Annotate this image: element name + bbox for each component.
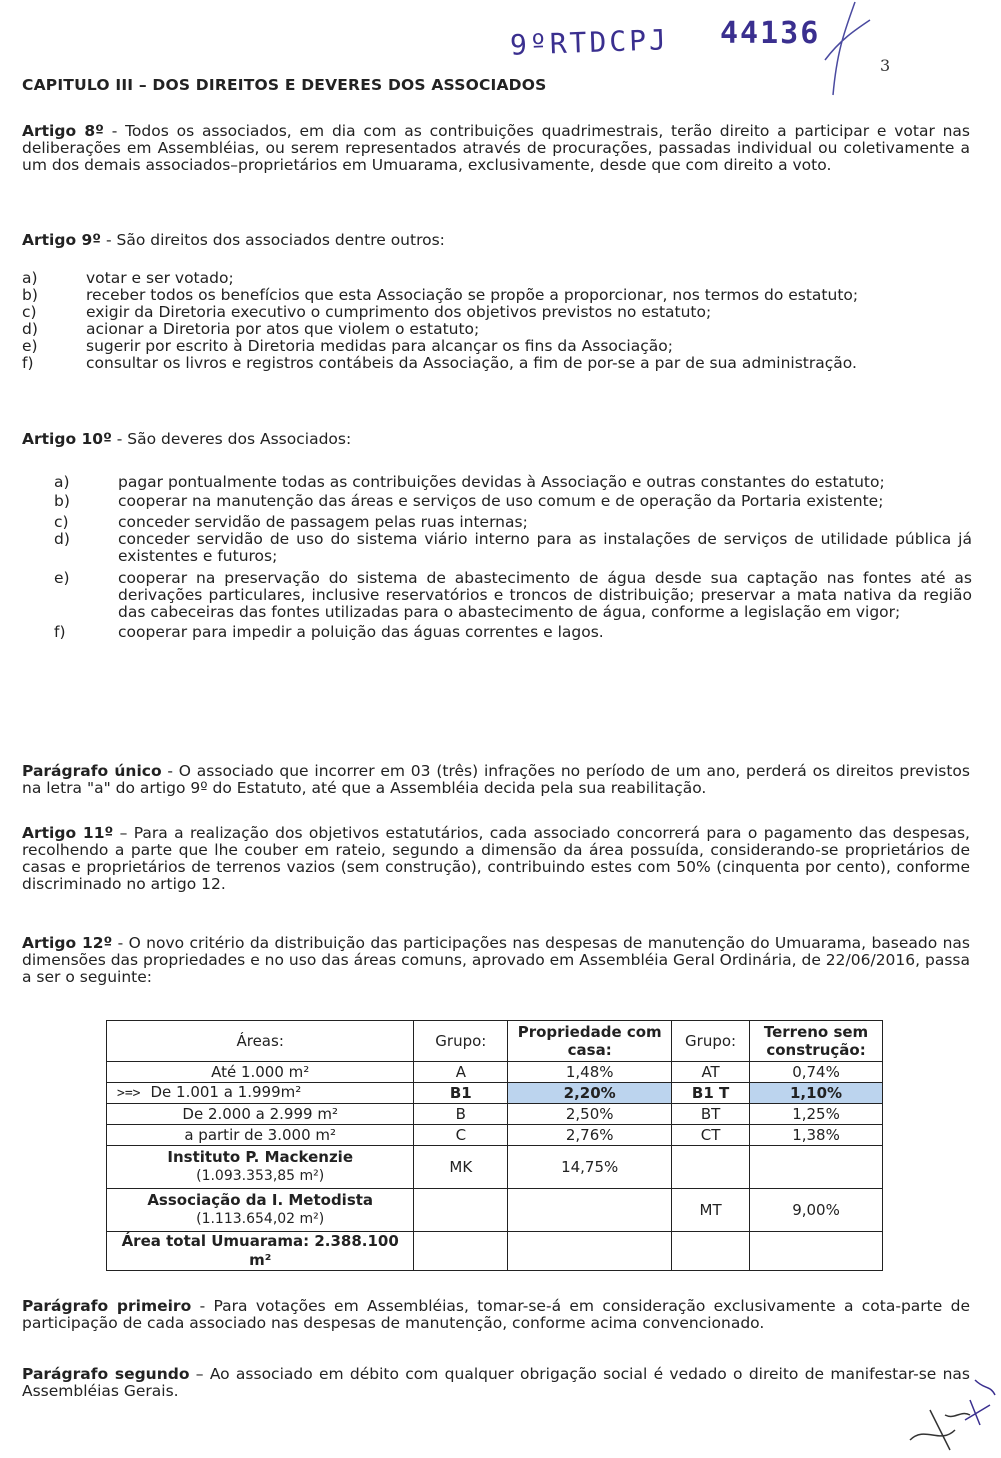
article-8-text: - Todos os associados, em dia com as contribuições quadrimestrais, terão direito a participar e votar nas deliberações em Assembléias, ou serem representados através de procurações, passadas individual ou coletivamente a um dos demais associados–proprietários em Umuarama, exclusivamente, desde que com direito a voto. xyxy=(22,122,971,174)
list-letter: d) xyxy=(22,320,38,338)
list-item xyxy=(22,287,972,304)
table-row xyxy=(107,1104,883,1125)
cell-terreno xyxy=(750,1146,883,1189)
article-8-label: Artigo 8º xyxy=(22,122,104,140)
table-row xyxy=(107,1083,883,1104)
article-9 xyxy=(22,232,970,249)
list-text: consultar os livros e registros contábeis da Associação, a fim de por-se a par de sua administração. xyxy=(86,354,857,372)
cell-casa: 2,76% xyxy=(508,1125,672,1146)
paragrafo-primeiro-label: Parágrafo primeiro xyxy=(22,1297,192,1315)
cell-grupo xyxy=(414,1189,508,1232)
cell-empty xyxy=(508,1232,672,1271)
list-text: sugerir por escrito à Diretoria medidas para alcançar os fins da Associação; xyxy=(86,337,673,355)
cell-terreno: 1,38% xyxy=(750,1125,883,1146)
list-text: conceder servidão de uso do sistema viário interno para as instalações de serviços de utilidade pública já existentes e futuros; xyxy=(118,530,972,565)
list-text: cooperar na manutenção das áreas e serviços de uso comum e de operação da Portaria existente; xyxy=(118,492,884,510)
list-letter: b) xyxy=(54,492,70,510)
article-9-label: Artigo 9º xyxy=(22,231,102,249)
cell-metodista xyxy=(107,1189,414,1232)
table-header-row xyxy=(107,1021,883,1062)
cell-area: De 2.000 a 2.999 m² xyxy=(107,1104,414,1125)
header-areas: Áreas: xyxy=(107,1021,414,1062)
cell-grupo-terreno: AT xyxy=(672,1062,750,1083)
cell-grupo-terreno: B1 T xyxy=(672,1083,750,1104)
table-row xyxy=(107,1125,883,1146)
list-item xyxy=(22,474,972,491)
cell-empty xyxy=(414,1232,508,1271)
paragrafo-segundo xyxy=(22,1366,970,1400)
table-total-row xyxy=(107,1232,883,1271)
article-8 xyxy=(22,123,970,174)
mackenzie-name: Instituto P. Mackenzie xyxy=(167,1148,353,1166)
table-row xyxy=(107,1189,883,1232)
list-item xyxy=(22,570,972,621)
page-number: 3 xyxy=(880,56,891,75)
list-item xyxy=(22,338,972,355)
list-item xyxy=(22,355,972,372)
chapter-title: CAPITULO III – DOS DIREITOS E DEVERES DOS ASSOCIADOS xyxy=(22,76,547,94)
header-propriedade: Propriedade com casa: xyxy=(508,1021,672,1062)
cell-mackenzie xyxy=(107,1146,414,1189)
list-text: acionar a Diretoria por atos que violem o estatuto; xyxy=(86,320,480,338)
cell-empty xyxy=(672,1232,750,1271)
paragrafo-unico-label: Parágrafo único xyxy=(22,762,162,780)
table-row xyxy=(107,1146,883,1189)
list-letter: a) xyxy=(54,473,70,491)
list-text: votar e ser votado; xyxy=(86,269,234,287)
list-text: receber todos os benefícios que esta Associação se propõe a proporcionar, nos termos do estatuto; xyxy=(86,286,859,304)
cell-casa: 2,20% xyxy=(508,1083,672,1104)
article-9-text: - São direitos dos associados dentre outros: xyxy=(101,231,445,249)
metodista-area: (1.113.654,02 m²) xyxy=(196,1211,325,1227)
cell-grupo: B1 xyxy=(414,1083,508,1104)
paragrafo-primeiro-text: - Para votações em Assembléias, tomar-se-á em consideração exclusivamente a cota-parte de participação de cada associado nas despesas de manutenção, conforme acima convencionado. xyxy=(22,1297,970,1332)
cell-grupo-terreno: MT xyxy=(672,1189,750,1232)
list-letter: f) xyxy=(54,623,66,641)
cell-casa: 14,75% xyxy=(508,1146,672,1189)
participation-table xyxy=(106,1020,883,1271)
article-10-list xyxy=(22,474,972,641)
list-item xyxy=(22,514,972,531)
list-item xyxy=(22,624,972,641)
cell-area: a partir de 3.000 m² xyxy=(107,1125,414,1146)
list-text: conceder servidão de passagem pelas ruas internas; xyxy=(118,513,528,531)
cell-grupo-terreno: BT xyxy=(672,1104,750,1125)
list-letter: e) xyxy=(22,337,38,355)
cell-terreno: 1,10% xyxy=(750,1083,883,1104)
cell-area xyxy=(107,1083,414,1104)
paragrafo-segundo-label: Parágrafo segundo xyxy=(22,1365,190,1383)
cell-casa xyxy=(508,1189,672,1232)
cell-grupo: C xyxy=(414,1125,508,1146)
header-grupo: Grupo: xyxy=(414,1021,508,1062)
list-item xyxy=(22,270,972,287)
cell-grupo: A xyxy=(414,1062,508,1083)
list-letter: e) xyxy=(54,569,70,587)
list-letter: a) xyxy=(22,269,38,287)
list-letter: f) xyxy=(22,354,34,372)
total-area: Área total Umuarama: 2.388.100 m² xyxy=(107,1232,414,1271)
list-letter: c) xyxy=(54,513,69,531)
mackenzie-area: (1.093.353,85 m²) xyxy=(196,1168,325,1184)
list-item xyxy=(22,304,972,321)
list-item xyxy=(22,531,972,565)
cell-grupo-terreno xyxy=(672,1146,750,1189)
article-11-label: Artigo 11º xyxy=(22,824,114,842)
article-12 xyxy=(22,935,970,986)
cell-terreno: 1,25% xyxy=(750,1104,883,1125)
list-letter: b) xyxy=(22,286,38,304)
registry-number: 44136 xyxy=(720,16,821,51)
cell-casa: 2,50% xyxy=(508,1104,672,1125)
list-letter: c) xyxy=(22,303,37,321)
table-row xyxy=(107,1062,883,1083)
paragrafo-primeiro xyxy=(22,1298,970,1332)
list-text: exigir da Diretoria executivo o cumprimento dos objetivos previstos no estatuto; xyxy=(86,303,712,321)
article-9-list xyxy=(22,270,972,372)
article-12-text: - O novo critério da distribuição das participações nas despesas de manutenção do Umuarama, baseado nas dimensões das propriedades e no uso das áreas comuns, aprovado em Assembléia Geral Ordinária, de 22/06/2016, passa a ser o seguinte: xyxy=(22,934,970,986)
paragrafo-unico xyxy=(22,763,970,797)
cell-casa: 1,48% xyxy=(508,1062,672,1083)
article-11-text: – Para a realização dos objetivos estatutários, cada associado concorrerá para o pagamento das despesas, recolhendo a parte que lhe couber em rateio, segundo a dimensão da área possuída, considerando-se proprietários de casas e proprietários de terrenos vazios (sem construção), contribuindo estes com 50% (cinquenta por cento), conforme discriminado no artigo 12. xyxy=(22,824,970,893)
article-10-text: - São deveres dos Associados: xyxy=(111,430,352,448)
header-grupo-terreno: Grupo: xyxy=(672,1021,750,1062)
handwritten-signature xyxy=(900,1370,1000,1455)
list-text: cooperar na preservação do sistema de abastecimento de água desde sua captação nas fontes até as derivações particulares, inclusive reservatórios e troncos de distribuição; preservar a mata nativa da região das cabeceiras das fontes utilizadas para o abastecimento de água, conforme a legislação em vigor; xyxy=(118,569,972,621)
cell-terreno: 0,74% xyxy=(750,1062,883,1083)
stamp-signature-mark xyxy=(815,0,875,100)
article-11 xyxy=(22,825,970,893)
metodista-name: Associação da I. Metodista xyxy=(147,1191,374,1209)
row-marker: >=> xyxy=(117,1086,141,1101)
article-10 xyxy=(22,431,970,448)
paragrafo-segundo-text: – Ao associado em débito com qualquer obrigação social é vedado o direito de manifestar-se nas Assembléias Gerais. xyxy=(22,1365,970,1400)
header-terreno: Terreno sem construção: xyxy=(750,1021,883,1062)
cell-grupo: MK xyxy=(414,1146,508,1189)
cell-empty xyxy=(750,1232,883,1271)
cell-area: Até 1.000 m² xyxy=(107,1062,414,1083)
cell-grupo: B xyxy=(414,1104,508,1125)
list-text: cooperar para impedir a poluição das águas correntes e lagos. xyxy=(118,623,604,641)
cell-area-text: De 1.001 a 1.999m² xyxy=(150,1083,302,1101)
list-item xyxy=(22,321,972,338)
cell-terreno: 9,00% xyxy=(750,1189,883,1232)
article-12-label: Artigo 12º xyxy=(22,934,113,952)
article-10-label: Artigo 10º xyxy=(22,430,112,448)
registry-stamp: 9ºRTDCPJ xyxy=(509,23,670,62)
paragrafo-unico-text: - O associado que incorrer em 03 (três) infrações no período de um ano, perderá os direitos previstos na letra "a" do artigo 9º do Estatuto, até que a Assembléia decida pela sua reabilitação. xyxy=(22,762,970,797)
cell-grupo-terreno: CT xyxy=(672,1125,750,1146)
list-text: pagar pontualmente todas as contribuições devidas à Associação e outras constantes do estatuto; xyxy=(118,473,885,491)
list-letter: d) xyxy=(54,530,70,548)
list-item xyxy=(22,493,972,510)
